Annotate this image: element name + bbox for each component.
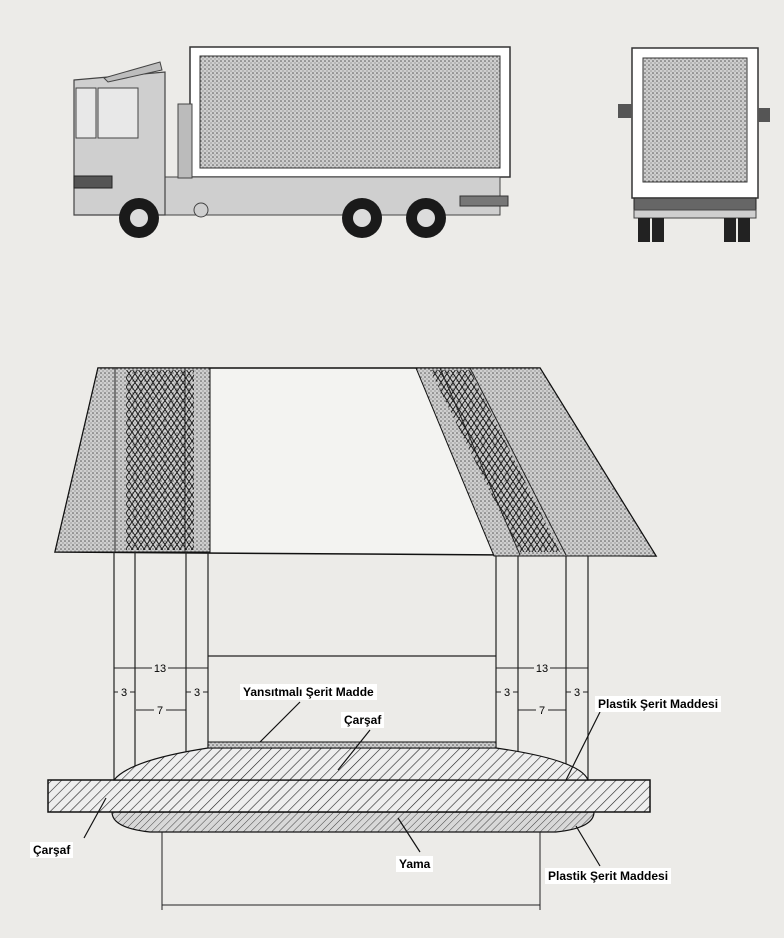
dim-gap-right-b: 3 <box>573 687 581 699</box>
label-sheet-top: Çarşaf <box>341 712 384 728</box>
dim-strip-right: 7 <box>538 705 546 717</box>
truck-rear-icon <box>618 48 770 242</box>
dim-gap-left-a: 3 <box>120 687 128 699</box>
label-reflective-strip: Yansıtmalı Şerit Madde <box>240 684 377 700</box>
cross-section <box>48 742 650 910</box>
dim-gap-right-a: 3 <box>503 687 511 699</box>
truck-side-icon <box>74 47 510 238</box>
tarpaulin-panel <box>55 368 656 556</box>
label-patch: Yama <box>396 856 433 872</box>
label-plastic-strip-top: Plastik Şerit Maddesi <box>595 696 721 712</box>
dim-overall-left: 13 <box>153 663 167 675</box>
dim-strip-left: 7 <box>156 705 164 717</box>
dim-overall-right: 13 <box>535 663 549 675</box>
label-plastic-strip-bottom: Plastik Şerit Maddesi <box>545 868 671 884</box>
dim-gap-left-b: 3 <box>193 687 201 699</box>
label-sheet-left: Çarşaf <box>30 842 73 858</box>
